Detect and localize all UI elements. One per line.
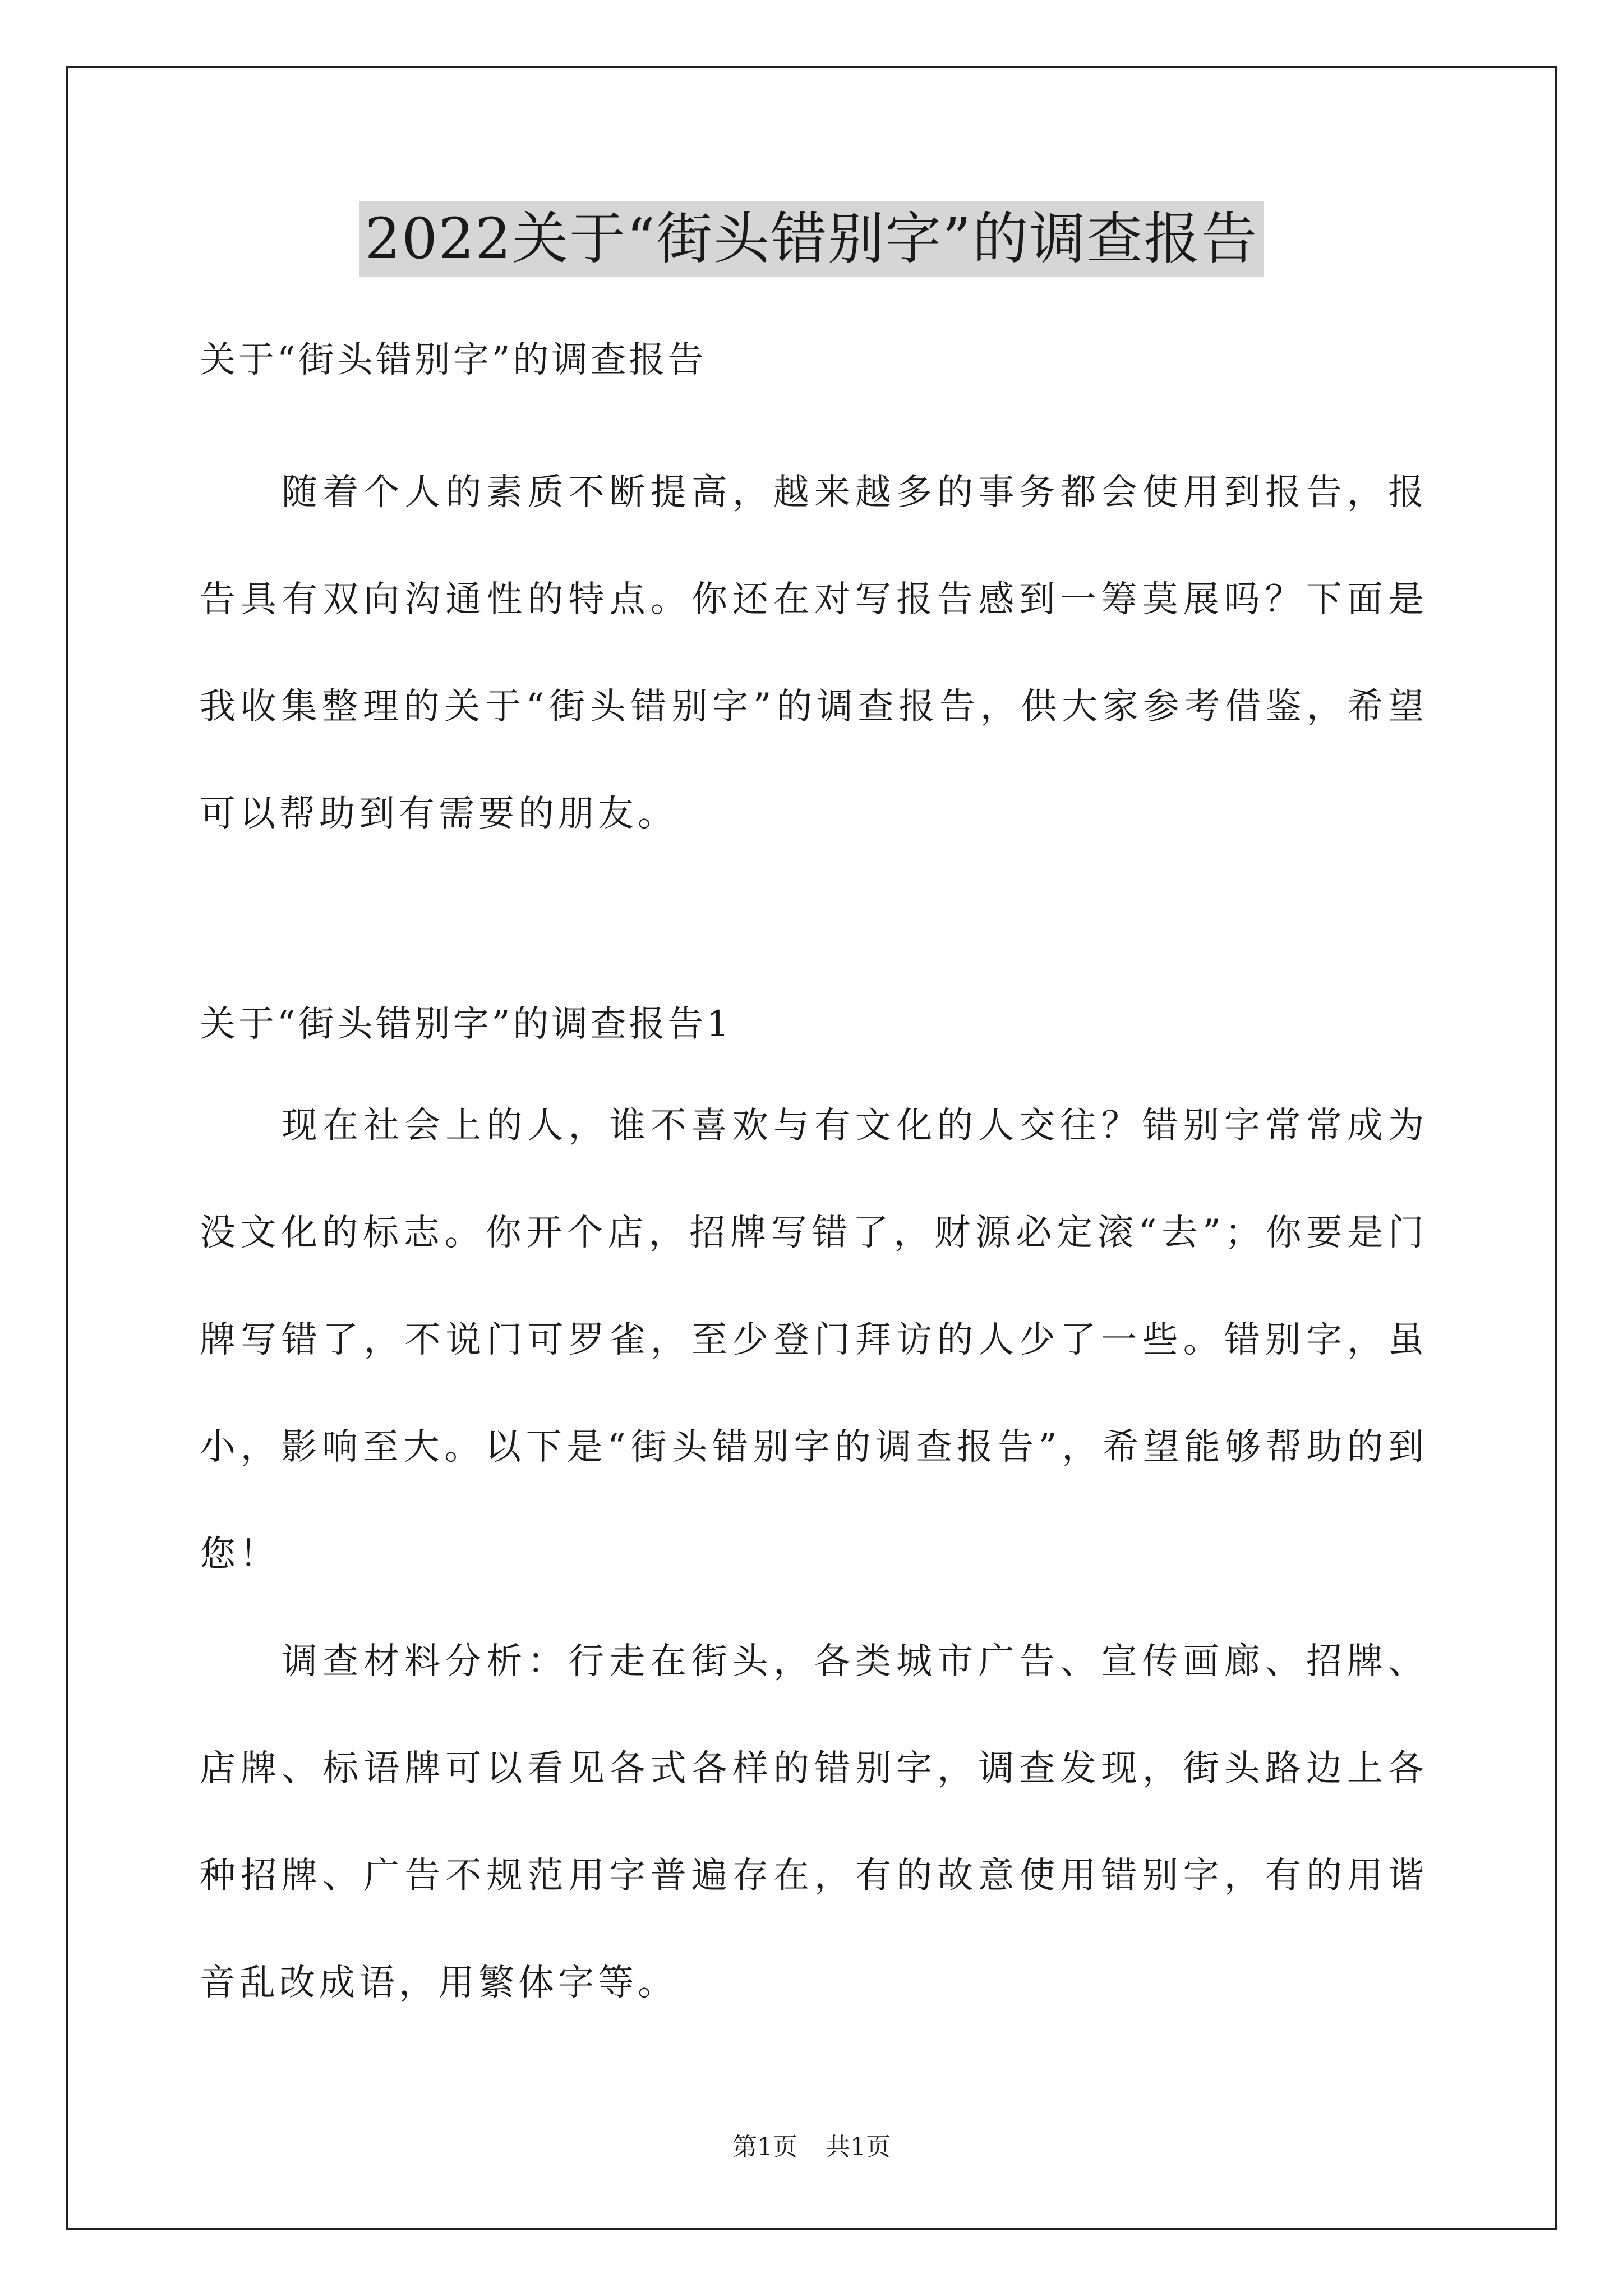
document-title: 2022关于“街头错别字”的调查报告 (359, 201, 1264, 277)
section-body (200, 1073, 1428, 2037)
page-footer (0, 2131, 1623, 2164)
intro-paragraph: 随着个人的素质不断提高，越来越多的事务都会使用到报告，报告具有双向沟通性的特点。你还在对写报告感到一筹莫展吗？下面是我收集整理的关于“街头错别字”的调查报告，供大家参考借鉴，希望可以帮助到有需要的朋友。 (200, 472, 1428, 835)
page-total: 共1页 (826, 2133, 891, 2161)
page-number: 第1页 (732, 2133, 797, 2161)
intro-block (200, 439, 1428, 868)
body-paragraph: 现在社会上的人，谁不喜欢与有文化的人交往？错别字常常成为没文化的标志。你开个店，招牌写错了，财源必定滚“去”；你要是门牌写错了，不说门可罗雀，至少登门拜访的人少了一些。错别字，虽小，影响至大。以下是“街头错别字的调查报告”，希望能够帮助的到您！ (200, 1105, 1428, 1575)
section-heading: 关于“街头错别字”的调查报告1 (200, 1004, 732, 1045)
document-subtitle: 关于“街头错别字”的调查报告 (200, 339, 707, 381)
body-paragraph: 调查材料分析：行走在街头，各类城市广告、宣传画廊、招牌、店牌、标语牌可以看见各式各样的错别字，调查发现，街头路边上各种招牌、广告不规范用字普遍存在，有的故意使用错别字，有的用谐音乱改成语，用繁体字等。 (200, 1641, 1428, 2004)
title-container (0, 201, 1623, 277)
